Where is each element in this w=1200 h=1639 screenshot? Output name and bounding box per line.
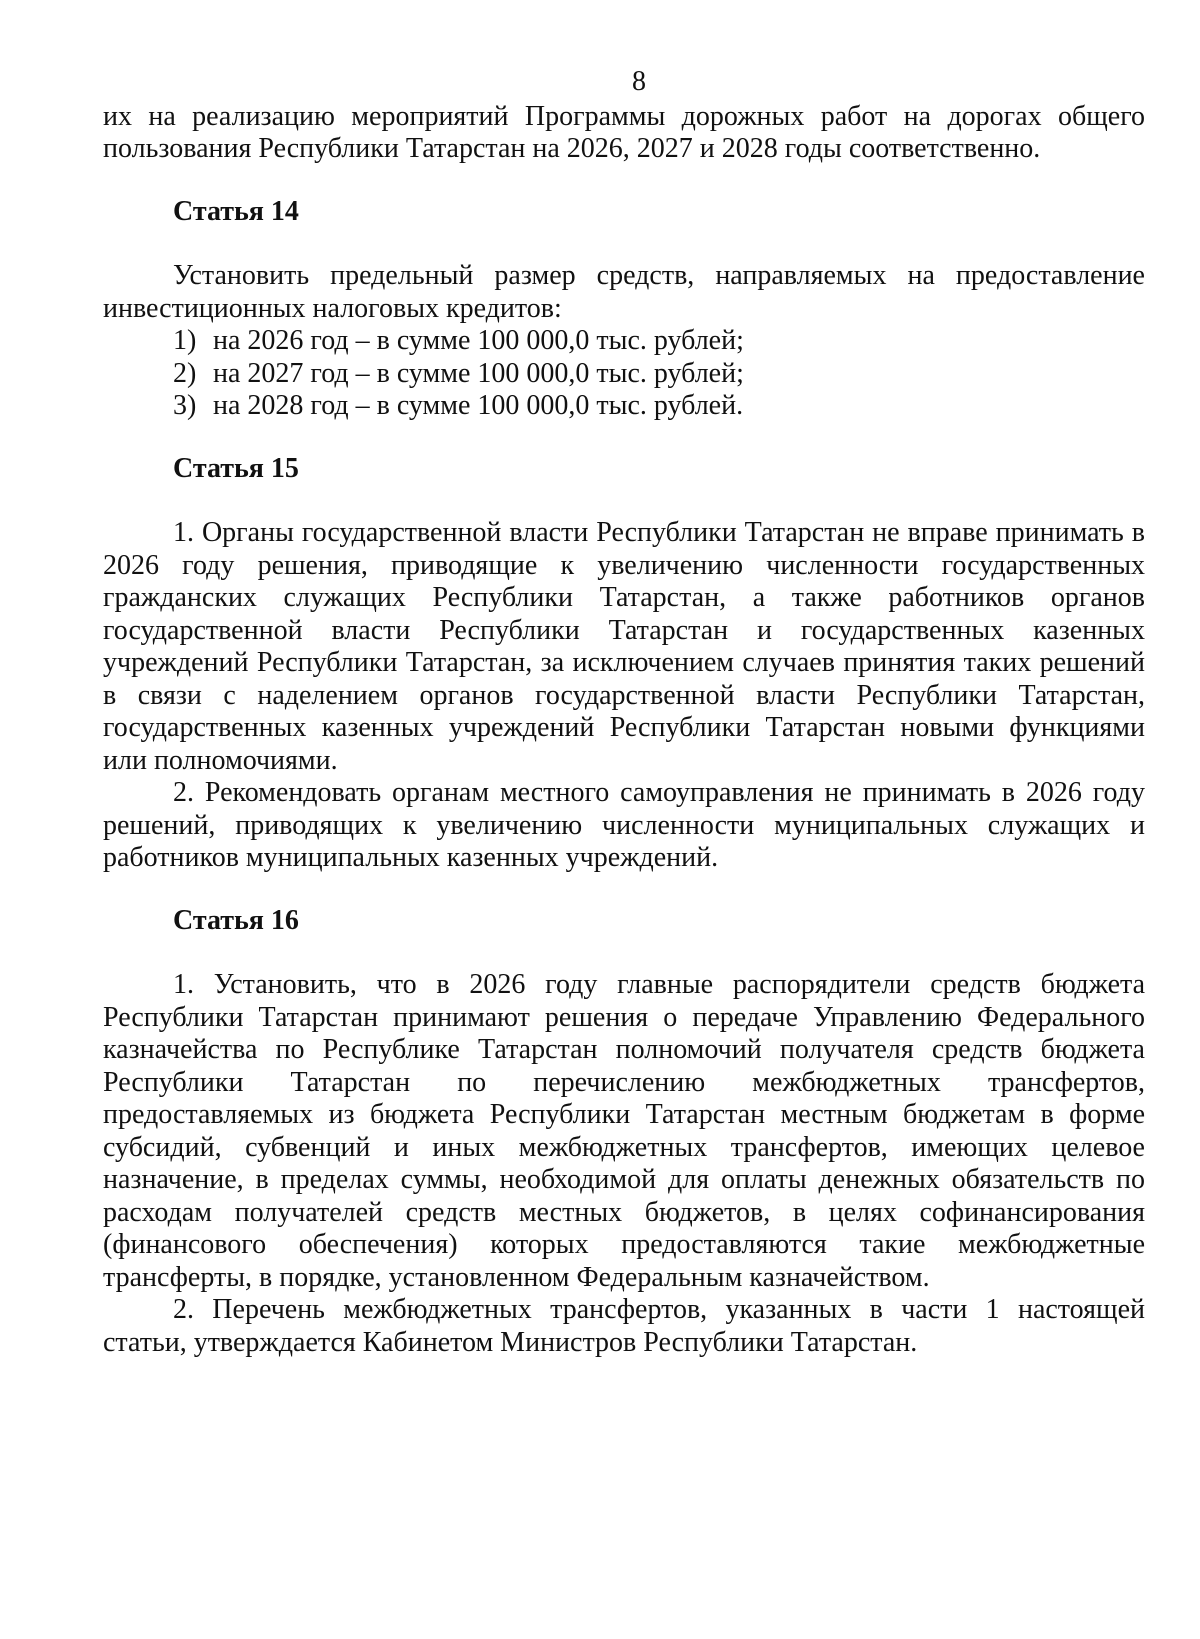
article-heading: Статья 16: [173, 904, 299, 936]
list-item: [103, 390, 1145, 423]
article-16: [103, 905, 1145, 1360]
intro-paragraph: их на реализацию мероприятий Программы дорожных работ на дорогах общего пользования Республики Татарстан на 2026, 2027 и 2028 годы соответственно.: [103, 100, 1145, 164]
list-item-number: 1): [173, 325, 197, 356]
list-item-text: на 2027 год – в сумме 100 000,0 тыс. рублей;: [213, 357, 744, 389]
article-paragraph: 2. Рекомендовать органам местного самоуправления не принимать в 2026 году решений, приводящих к увеличению численности муниципальных служащих и работников муниципальных казенных учреждений.: [103, 777, 1145, 873]
document-page: [103, 66, 1145, 1359]
article-15: [103, 453, 1145, 875]
article-heading: Статья 14: [173, 195, 299, 227]
article-14: [103, 196, 1145, 423]
page-number: 8: [632, 66, 646, 97]
article-paragraph: Установить предельный размер средств, направляемых на предоставление инвестиционных налоговых кредитов:: [103, 260, 1145, 324]
article-heading: Статья 15: [173, 452, 299, 484]
list-item-text: на 2028 год – в сумме 100 000,0 тыс. рублей.: [213, 390, 744, 421]
article-paragraph: 1. Органы государственной власти Республики Татарстан не вправе принимать в 2026 году решения, приводящие к увеличению численности государственных гражданских служащих Республики Татарстан, а также работников органов государственной власти Республики Татарстан и государственных казенных учреждений Республики Татарстан, за исключением случаев принятия таких решений в связи с наделением органов государственной власти Республики Татарстан, государственных казенных учреждений Республики Татарстан новыми функциями или полномочиями.: [103, 517, 1145, 776]
list-item: [103, 358, 1145, 391]
article-paragraph: 2. Перечень межбюджетных трансфертов, указанных в части 1 настоящей статьи, утверждается Кабинетом Министров Республики Татарстан.: [103, 1294, 1145, 1358]
article-paragraph: 1. Установить, что в 2026 году главные распорядители средств бюджета Республики Татарстан принимают решения о передаче Управлению Федерального казначейства по Республике Татарстан полномочий получателя средств бюджета Республики Татарстан по перечислению межбюджетных трансфертов, предоставляемых из бюджета Республики Татарстан местным бюджетам в форме субсидий, субвенций и иных межбюджетных трансфертов, имеющих целевое назначение, в пределах суммы, необходимой для оплаты денежных обязательств по расходам получателей средств местных бюджетов, в целях софинансирования (финансового обеспечения) которых предоставляются такие межбюджетные трансферты, в порядке, установленном Федеральным казначейством.: [103, 969, 1145, 1293]
list-item-number: 3): [173, 390, 197, 421]
list-item: [103, 325, 1145, 358]
list-item-number: 2): [173, 357, 197, 389]
credit-limit-list: [103, 325, 1145, 423]
list-item-text: на 2026 год – в сумме 100 000,0 тыс. рублей;: [213, 325, 744, 356]
